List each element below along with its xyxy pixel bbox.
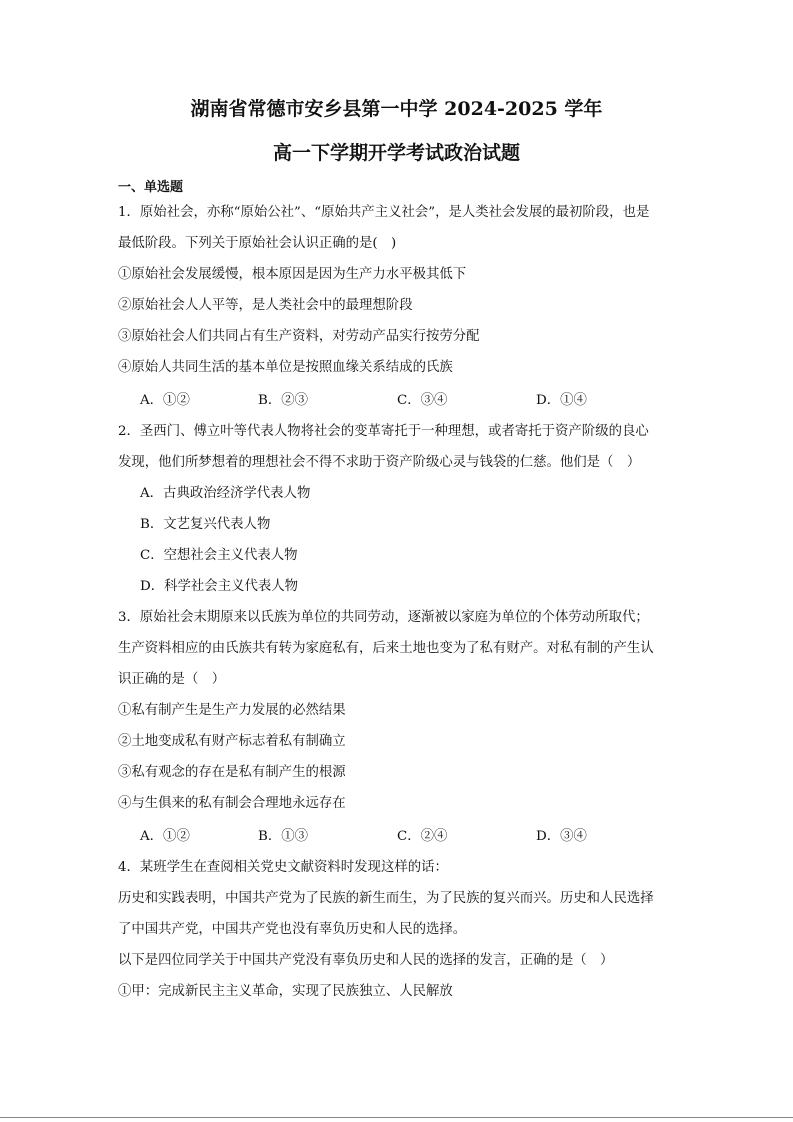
q3-option-c: C．②④ xyxy=(397,829,448,844)
q4-stem-line-3: 了中国共产党，中国共产党也没有辜负历史和人民的选择。 xyxy=(118,922,467,937)
q1-stem-line-1: 1．原始社会，亦称“原始公社”、“原始共产主义社会”，是人类社会发展的最初阶段，也是 xyxy=(118,205,650,220)
q3-option-d: D．③④ xyxy=(536,829,587,844)
q3-stem-line-3: 识正确的是（ ） xyxy=(118,672,226,687)
q3-stem-line-2: 生产资料相应的由氏族共有转为家庭私有，后来土地也变为了私有财产。对私有制的产生认 xyxy=(118,641,654,656)
q1-option-b: B．②③ xyxy=(258,393,309,408)
q3-statement-3: ③私有观念的存在是私有制产生的根源 xyxy=(118,765,346,780)
q4-statement-1: ①甲：完成新民主主义革命，实现了民族独立、人民解放 xyxy=(118,984,453,999)
q1-option-c: C．③④ xyxy=(397,393,448,408)
q3-stem-line-1: 3．原始社会末期原来以氏族为单位的共同劳动，逐渐被以家庭为单位的个体劳动所取代； xyxy=(118,610,649,625)
exam-title-line2: 高一下学期开学考试政治试题 xyxy=(272,142,520,164)
q2-option-a: A．古典政治经济学代表人物 xyxy=(140,486,311,501)
q1-option-a: A．①② xyxy=(140,393,190,408)
q2-stem-line-1: 2．圣西门、傅立叶等代表人物将社会的变革寄托于一种理想，或者寄托于资产阶级的良心 xyxy=(118,424,649,439)
q4-stem-line-2: 历史和实践表明，中国共产党为了民族的新生而生，为了民族的复兴而兴。历史和人民选择 xyxy=(118,891,654,906)
q3-statement-4: ④与生俱来的私有制会合理地永远存在 xyxy=(118,796,346,811)
q2-option-d: D．科学社会主义代表人物 xyxy=(140,579,299,594)
q3-option-b: B．①③ xyxy=(258,829,309,844)
q2-stem-line-2: 发现，他们所梦想着的理想社会不得不求助于资产阶级心灵与钱袋的仁慈。他们是（ ） xyxy=(118,455,641,470)
q1-stem-line-2: 最低阶段。下列关于原始社会认识正确的是( ) xyxy=(118,236,397,251)
q2-option-b: B．文艺复兴代表人物 xyxy=(140,517,271,532)
q4-stem-line-1: 4．某班学生在查阅相关党史文献资料时发现这样的话： xyxy=(118,860,448,875)
q2-option-c: C．空想社会主义代表人物 xyxy=(140,548,298,563)
q1-statement-1: ①原始社会发展缓慢，根本原因是因为生产力水平极其低下 xyxy=(118,267,467,282)
q1-statement-2: ②原始社会人人平等，是人类社会中的最理想阶段 xyxy=(118,298,413,313)
q4-stem-line-4: 以下是四位同学关于中国共产党没有辜负历史和人民的选择的发言，正确的是（ ） xyxy=(118,953,614,968)
section-heading: 一、单选题 xyxy=(118,180,184,195)
q1-statement-3: ③原始社会人们共同占有生产资料，对劳动产品实行按劳分配 xyxy=(118,329,480,344)
exam-title-line1: 湖南省常德市安乡县第一中学 2024-2025 学年 xyxy=(190,98,603,120)
q3-statement-1: ①私有制产生是生产力发展的必然结果 xyxy=(118,703,346,718)
page-bottom-divider xyxy=(0,1117,793,1118)
q1-option-d: D．①④ xyxy=(536,393,587,408)
q1-statement-4: ④原始人共同生活的基本单位是按照血缘关系结成的氏族 xyxy=(118,360,453,375)
q3-statement-2: ②土地变成私有财产标志着私有制确立 xyxy=(118,734,346,749)
q3-option-a: A．①② xyxy=(140,829,190,844)
